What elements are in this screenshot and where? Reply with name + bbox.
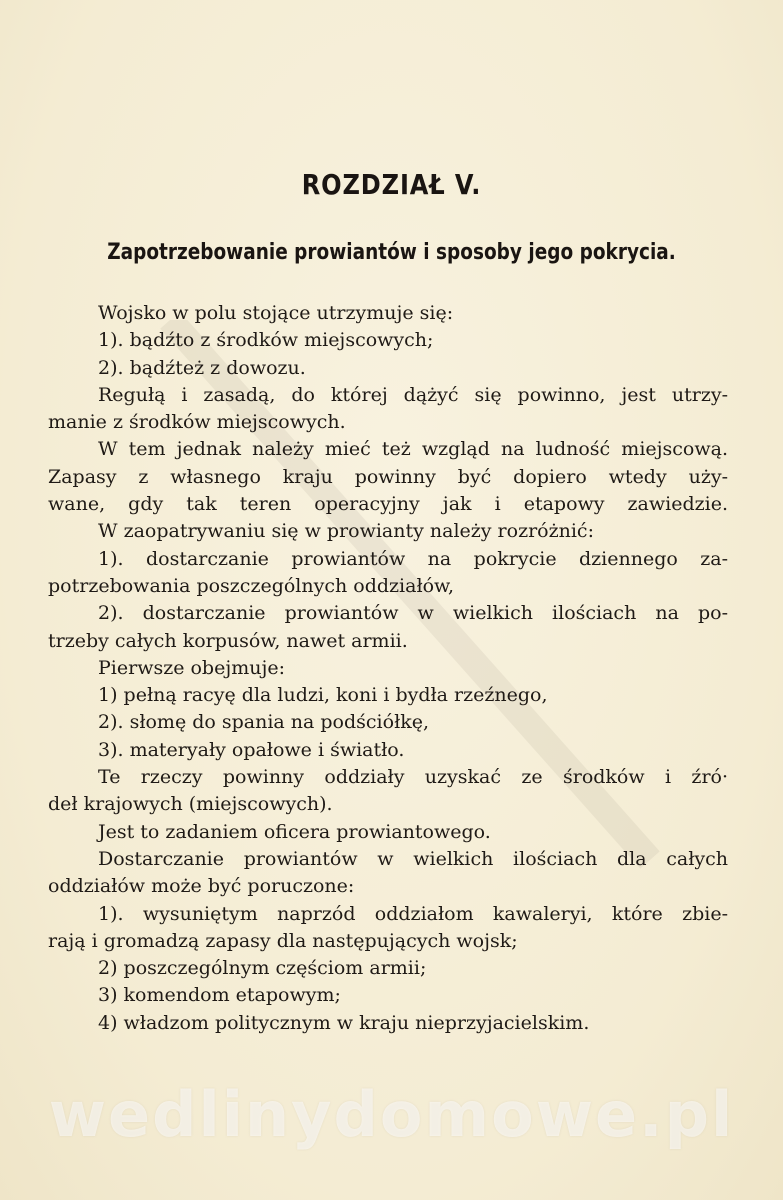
text-line: wane, gdy tak teren operacyjny jak i etapowy zawiedzie. xyxy=(48,493,728,516)
text-line: 1). wysuniętym naprzód oddziałom kawaleryi, które zbie- xyxy=(98,902,728,925)
text-line: 1). bądźto z środków miejscowych; xyxy=(98,329,434,352)
text-line: 2). słomę do spania na podściółkę, xyxy=(98,711,430,734)
text-line: Zapasy z własnego kraju powinny być dopiero wtedy uży- xyxy=(48,465,728,488)
text-line: W zaopatrywaniu się w prowianty należy rozróżnić: xyxy=(98,520,594,543)
text-line: W tem jednak należy mieć też wzgląd na ludność miejscową. xyxy=(98,438,728,461)
chapter-subtitle: Zapotrzebowanie prowiantów i sposoby jego pokrycia. xyxy=(107,240,676,265)
text-line: 1) pełną racyę dla ludzi, koni i bydła rzeźnego, xyxy=(98,684,548,707)
text-line: 3) komendom etapowym; xyxy=(98,984,341,1007)
text-line: deł krajowych (miejscowych). xyxy=(48,793,333,816)
text-line: trzeby całych korpusów, nawet armii. xyxy=(48,629,408,652)
text-line: potrzebowania poszczególnych oddziałów, xyxy=(48,574,455,597)
chapter-title: ROZDZIAŁ V. xyxy=(301,168,482,201)
text-line: 1). dostarczanie prowiantów na pokrycie dziennego za- xyxy=(98,547,728,570)
text-line: Te rzeczy powinny oddziały uzyskać ze środków i źró· xyxy=(98,766,728,789)
site-watermark: wedlinydomowe.pl xyxy=(48,1078,735,1151)
text-line: 2). bądźteż z dowozu. xyxy=(98,356,306,379)
text-line: 4) władzom politycznym w kraju nieprzyjacielskim. xyxy=(98,1011,590,1034)
text-line: rają i gromadzą zapasy dla następujących wojsk; xyxy=(48,929,518,952)
body-text xyxy=(48,300,728,1037)
text-line: 2). dostarczanie prowiantów w wielkich ilościach na po- xyxy=(98,602,728,625)
text-line: Regułą i zasadą, do której dążyć się powinno, jest utrzy- xyxy=(98,383,728,406)
text-line: 2) poszczególnym częściom armii; xyxy=(98,957,427,980)
text-line: Dostarczanie prowiantów w wielkich ilościach dla całych xyxy=(98,847,728,870)
text-line: Jest to zadaniem oficera prowiantowego. xyxy=(98,820,491,843)
text-line: Wojsko w polu stojące utrzymuje się: xyxy=(98,302,454,324)
text-line: oddziałów może być poruczone: xyxy=(48,875,355,898)
text-line: Pierwsze obejmuje: xyxy=(98,656,286,679)
text-line: 3). materyały opałowe i światło. xyxy=(98,738,405,761)
text-line: manie z środków miejscowych. xyxy=(48,411,346,434)
